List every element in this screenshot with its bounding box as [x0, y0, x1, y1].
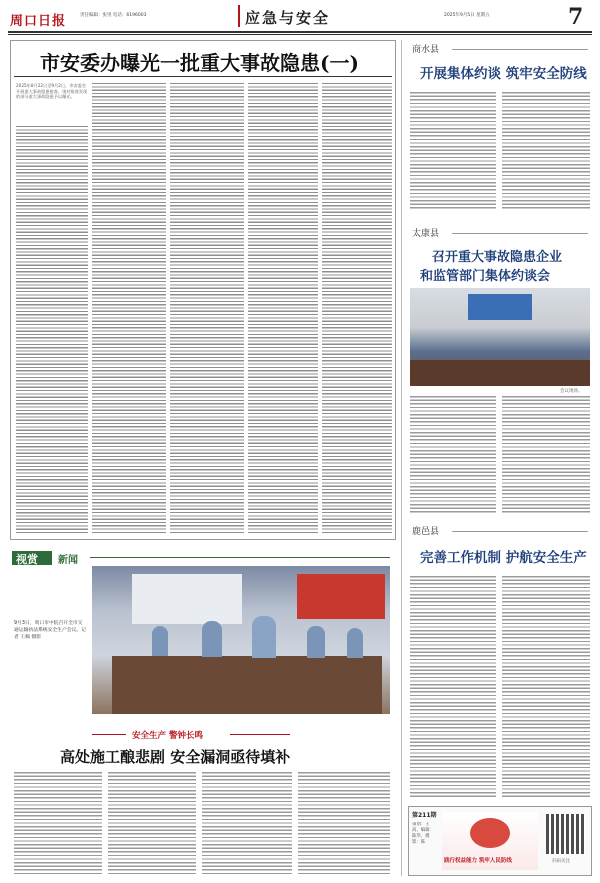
visual-news-label-b: 新闻	[58, 555, 78, 566]
bottom-column-3	[202, 772, 292, 876]
main-column-3	[170, 83, 244, 534]
photo-screen	[297, 574, 385, 619]
story1-column-2	[502, 92, 590, 210]
photo-person-4	[307, 626, 325, 658]
story2-county: 太康县	[412, 229, 440, 239]
footer-qr-label: 扫码关注	[552, 859, 570, 864]
photo-person-5	[347, 628, 363, 658]
story3-column-2	[502, 576, 590, 798]
bottom-headline: 高处施工酿悲剧 安全漏洞亟待填补	[60, 748, 291, 766]
story3-county-rule	[452, 531, 588, 532]
story2-column-2	[502, 396, 590, 514]
section-title-bracket-left	[238, 5, 240, 27]
photo-window	[132, 574, 242, 624]
bottom-banner-line-right	[230, 734, 290, 735]
photo-person-3	[252, 616, 276, 658]
story2-photo-table	[410, 360, 590, 386]
main-column-5	[322, 83, 392, 534]
story2-county-rule	[452, 233, 588, 234]
story3-county: 鹿邑县	[412, 527, 440, 537]
bottom-banner: 安全生产 警钟长鸣	[132, 731, 203, 741]
footer-slogan: 践行权益能力 筑牢人民防线	[444, 858, 512, 864]
visual-news-label-a: 视赏	[16, 553, 38, 566]
story3-column-1	[410, 576, 496, 798]
footer-staff: 策划：王高、编辑：陈华、摄影：陈	[412, 822, 434, 845]
main-headline: 市安委办曝光一批重大事故隐患(一)	[40, 51, 359, 75]
newspaper-logo: 周口日报	[10, 14, 67, 29]
editor-line: 责任编辑：张男 电话：6196003	[80, 13, 147, 18]
date-line: 2025年9月5日 星期五	[444, 13, 490, 18]
story3-headline: 完善工作机制 护航安全生产	[420, 550, 587, 566]
main-column-1	[16, 126, 88, 534]
main-headline-rule	[14, 76, 392, 77]
masthead-rule	[8, 31, 592, 33]
main-column-2	[92, 83, 166, 534]
footer-slogan-emblem	[470, 818, 510, 848]
photo-person-1	[152, 626, 168, 656]
story2-headline-line1: 召开重大事故隐患企业	[432, 250, 563, 265]
main-column-4	[248, 83, 318, 534]
photo-person-2	[202, 621, 222, 657]
visual-news-caption: 9月3日，周口市中院召开全市交通运输执法系统安全生产会议。记者 王佩 摄影	[14, 621, 86, 640]
story2-photo	[410, 288, 590, 386]
section-title: 应急与安全	[245, 9, 331, 27]
story2-photo-screen	[468, 294, 532, 320]
story2-photo-caption: 会议现场。	[560, 389, 583, 394]
story2-column-1	[410, 396, 496, 514]
footer-qr-code	[546, 814, 586, 854]
bottom-column-1	[14, 772, 102, 876]
visual-news-rule	[90, 557, 390, 558]
page-number: 7	[568, 4, 584, 30]
footer-slogan-graphic	[442, 812, 538, 870]
story2-headline-line2: 和监管部门集体约谈会	[420, 269, 551, 284]
bottom-column-2	[108, 772, 196, 876]
meeting-photo	[92, 566, 390, 714]
right-column-divider	[401, 40, 402, 876]
photo-table	[112, 656, 382, 714]
bottom-column-4	[298, 772, 390, 876]
story1-headline: 开展集体约谈 筑牢安全防线	[420, 66, 587, 82]
story1-county: 商水县	[412, 45, 440, 55]
masthead-rule-thin	[8, 34, 592, 35]
bottom-banner-line-left	[92, 734, 126, 735]
footer-issue: 第211期	[412, 812, 437, 819]
main-article-intro: 2025年8月22日至9月2日，市安委会开展重大事故隐患排查，现对排查发现的部分重大事故隐患予以曝光。	[16, 83, 88, 100]
story1-county-rule	[452, 49, 588, 50]
story1-column-1	[410, 92, 496, 210]
